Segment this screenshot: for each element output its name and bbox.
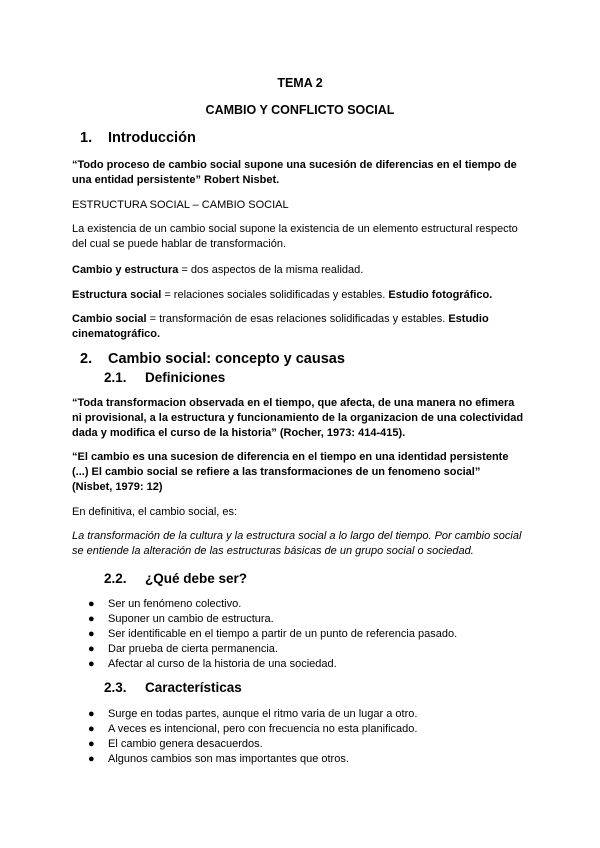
nisbet-quote-line-1: “Todo proceso de cambio social supone una sucesión de diferencias en el tiempo de <box>72 159 517 171</box>
should-be-list <box>88 597 528 672</box>
bullet-icon: ● <box>88 628 95 640</box>
estructura-social-term: Estructura social <box>72 289 162 301</box>
section-2-1-title: Definiciones <box>145 370 226 385</box>
existence-paragraph <box>72 222 534 252</box>
bullet-icon: ● <box>88 708 95 720</box>
section-2-1-number: 2.1. <box>104 370 127 385</box>
cambio-estructura-term: Cambio y estructura <box>72 264 179 276</box>
nisbet-definition-quote <box>72 450 534 495</box>
structure-heading: ESTRUCTURA SOCIAL – CAMBIO SOCIAL <box>72 199 289 211</box>
bullet-icon: ● <box>88 598 95 610</box>
section-2-number: 2. <box>80 351 93 367</box>
bullet-icon: ● <box>88 738 95 750</box>
doc-subtitle: CAMBIO Y CONFLICTO SOCIAL <box>205 103 395 117</box>
rocher-quote <box>72 396 534 441</box>
cambio-social-paragraph <box>72 312 534 342</box>
list-item: ● El cambio genera desacuerdos. <box>88 738 263 750</box>
existence-line-2: del cual se puede hablar de transformación. <box>72 238 287 250</box>
estudio-fotografico: Estudio fotográfico. <box>388 289 493 301</box>
nisbet-definition-line-2: (...) El cambio social se refiere a las transformaciones de un fenomeno social” <box>72 466 481 478</box>
definition-italic <box>72 529 534 559</box>
estructura-social-definition: = relaciones sociales solidificadas y estables. <box>161 289 389 301</box>
bullet-icon: ● <box>88 643 95 655</box>
definition-italic-line-2: se entiende la alteración de las estructuras básicas de un grupo social o sociedad. <box>72 545 474 557</box>
conclusion-text: En definitiva, el cambio social, es: <box>72 506 238 518</box>
list-item: ● Afectar al curso de la historia de una sociedad. <box>88 658 337 670</box>
nisbet-quote-line-2: una entidad persistente” Robert Nisbet. <box>72 174 280 186</box>
bullet-icon: ● <box>88 753 95 765</box>
existence-line-1: La existencia de un cambio social supone la existencia de un elemento estructural respecto <box>72 223 518 235</box>
estudio-label: Estudio <box>448 313 489 325</box>
list-item: ● Algunos cambios son mas importantes que otros. <box>88 753 349 765</box>
list-item: ● Dar prueba de cierta permanencia. <box>88 643 278 655</box>
definition-italic-line-1: La transformación de la cultura y la estructura social a lo largo del tiempo. Por cambio social <box>72 530 522 542</box>
section-1-title: Introducción <box>108 130 196 146</box>
bullet-icon: ● <box>88 613 95 625</box>
section-2-title: Cambio social: concepto y causas <box>108 351 345 367</box>
section-1-number: 1. <box>80 130 93 146</box>
cambio-social-definition: = transformación de esas relaciones solidificadas y estables. <box>146 313 449 325</box>
cambio-social-term: Cambio social <box>72 313 147 325</box>
rocher-quote-line-3: dada y modifica el curso de la historia” (Rocher, 1973: 414-415). <box>72 427 406 439</box>
list-item: ● Suponer un cambio de estructura. <box>88 613 274 625</box>
list-item: ● Ser un fenómeno colectivo. <box>88 598 242 610</box>
cambio-estructura-definition: = dos aspectos de la misma realidad. <box>178 264 364 276</box>
rocher-quote-line-2: ni provisional, a la estructura y funcionamiento de la organizacion de una colectividad <box>72 412 524 424</box>
section-2-2-title: ¿Qué debe ser? <box>145 571 248 586</box>
list-item: ● Surge en todas partes, aunque el ritmo varia de un lugar a otro. <box>88 708 418 720</box>
list-item: ● Ser identificable en el tiempo a partir de un punto de referencia pasado. <box>88 628 458 640</box>
estructura-social-paragraph <box>72 288 534 303</box>
section-2-3-title: Características <box>145 680 242 695</box>
bullet-icon: ● <box>88 723 95 735</box>
characteristics-list <box>88 707 528 767</box>
cinematografico-label: cinematográfico. <box>72 328 161 340</box>
nisbet-definition-line-1: “El cambio es una sucesion de diferencia en el tiempo en una identidad persistente <box>72 451 509 463</box>
section-2-2-number: 2.2. <box>104 571 127 586</box>
nisbet-quote <box>72 158 534 188</box>
bullet-icon: ● <box>88 658 95 670</box>
rocher-quote-line-1: “Toda transformacion observada en el tiempo, que afecta, de una manera no efimera <box>72 397 515 409</box>
list-item: ● A veces es intencional, pero con frecuencia no esta planificado. <box>88 723 418 735</box>
cambio-estructura-paragraph <box>72 263 534 278</box>
section-2-3-number: 2.3. <box>104 680 127 695</box>
doc-title: TEMA 2 <box>277 76 323 90</box>
nisbet-definition-line-3: (Nisbet, 1979: 12) <box>72 481 163 493</box>
